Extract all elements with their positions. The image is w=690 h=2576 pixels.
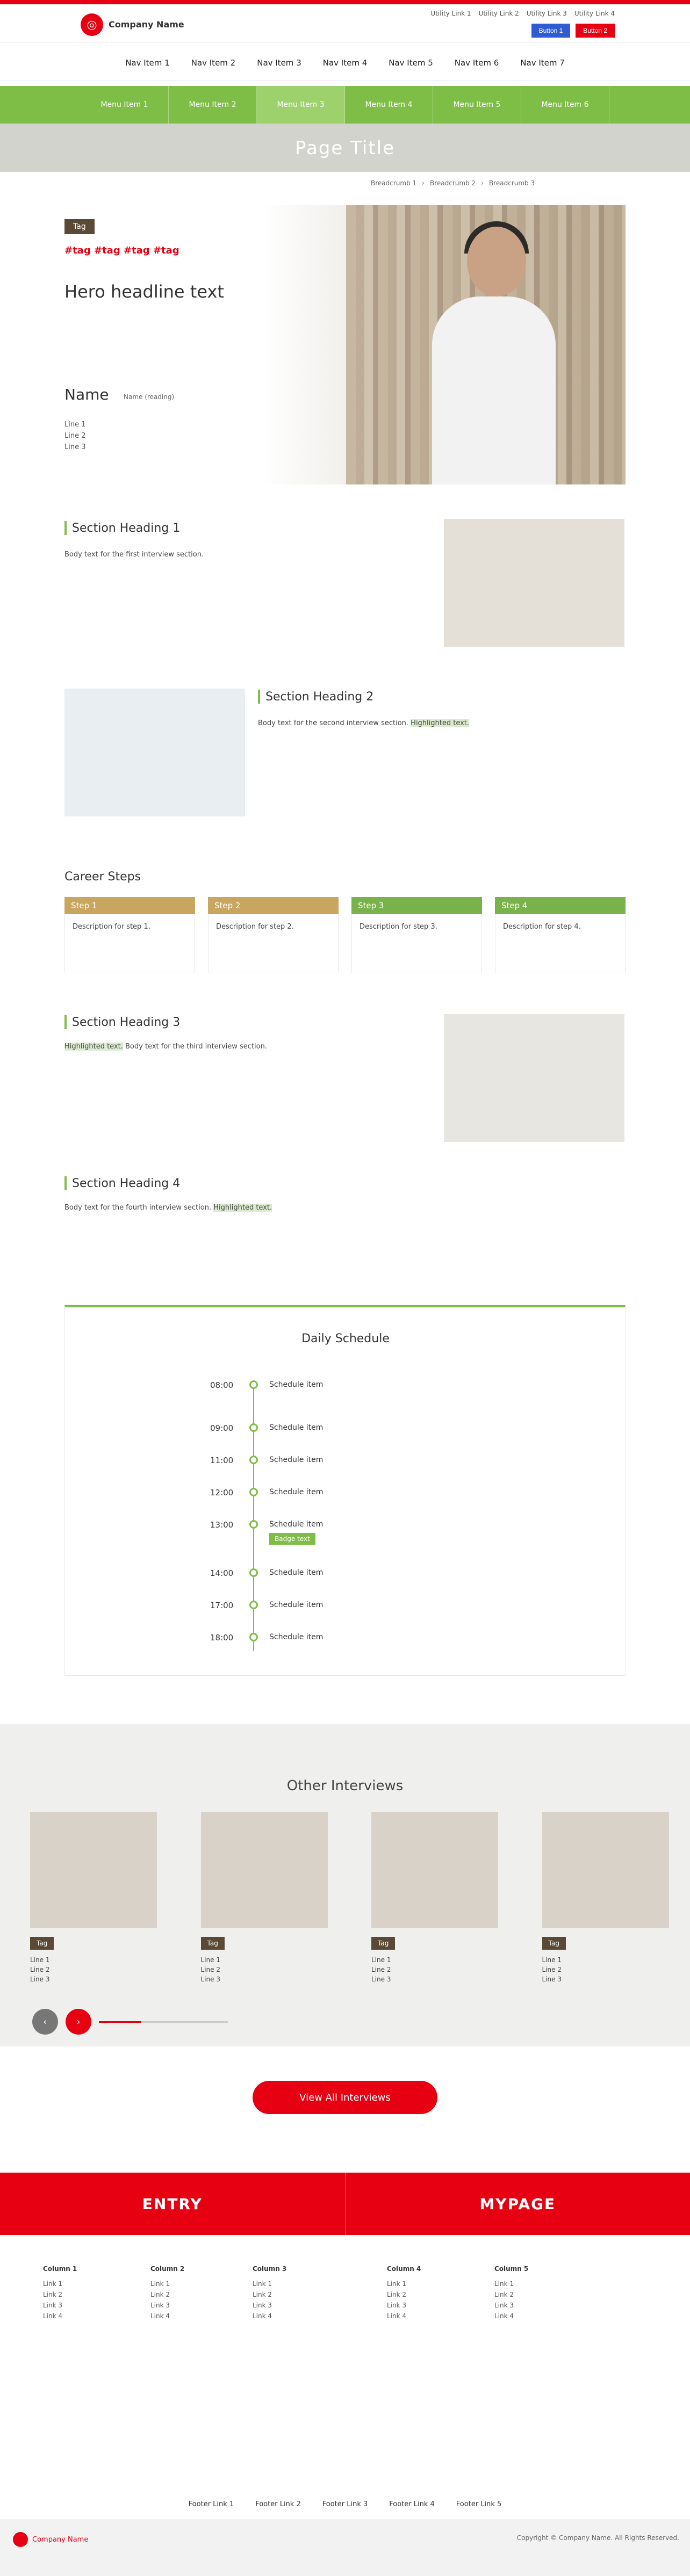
section-2 bbox=[258, 690, 626, 729]
interview-tag: Tag bbox=[30, 1937, 54, 1950]
interview-carousel bbox=[30, 1812, 690, 1983]
timeline-item bbox=[210, 1452, 511, 1474]
sub-nav-item[interactable]: Menu Item 4 bbox=[345, 86, 433, 124]
breadcrumb-item[interactable]: Breadcrumb 1 bbox=[371, 179, 417, 187]
copyright-bar bbox=[0, 2519, 690, 2576]
breadcrumb-separator-icon: › bbox=[422, 179, 425, 187]
interview-meta-line: Line 2 bbox=[542, 1966, 562, 1973]
interview-meta-line: Line 3 bbox=[371, 1976, 391, 1983]
interview-meta bbox=[201, 1955, 349, 1984]
heading-accent-bar bbox=[64, 521, 67, 535]
footer-column-title: Column 4 bbox=[387, 2265, 421, 2273]
section-3-photo bbox=[444, 1014, 624, 1142]
utility-buttons bbox=[531, 24, 615, 38]
carousel-controls bbox=[32, 2009, 228, 2035]
person-shirt bbox=[432, 296, 556, 484]
footer-link[interactable]: Link 4 bbox=[150, 2312, 170, 2320]
footer-link[interactable]: Link 2 bbox=[253, 2291, 272, 2298]
schedule-card bbox=[64, 1305, 626, 1676]
nav-item[interactable]: Nav Item 6 bbox=[454, 58, 499, 68]
schedule-title: Daily Schedule bbox=[301, 1332, 390, 1345]
timeline-time: 13:00 bbox=[210, 1520, 234, 1530]
career-steps bbox=[64, 897, 626, 973]
footer-link[interactable]: Link 1 bbox=[494, 2280, 514, 2288]
timeline-dot-icon bbox=[249, 1423, 258, 1432]
section-heading bbox=[64, 521, 441, 535]
timeline-text: Schedule item bbox=[269, 1380, 324, 1389]
interview-meta-line: Line 3 bbox=[542, 1976, 562, 1983]
heading-accent-bar bbox=[64, 1176, 67, 1190]
timeline-text: Schedule item bbox=[269, 1633, 324, 1641]
info-line: Line 2 bbox=[64, 432, 86, 440]
sub-nav-item-active[interactable]: Menu Item 3 bbox=[257, 86, 345, 124]
interview-meta-line: Line 1 bbox=[542, 1956, 562, 1964]
section-body-text: Body text for the second interview section. bbox=[258, 719, 409, 727]
timeline-dot-icon bbox=[249, 1568, 258, 1577]
timeline-time: 18:00 bbox=[210, 1633, 234, 1642]
breadcrumb bbox=[371, 179, 535, 187]
section-title: Section Heading 2 bbox=[265, 690, 374, 704]
interview-meta-line: Line 2 bbox=[371, 1966, 391, 1973]
section-body bbox=[64, 1041, 441, 1053]
section-body-text: Body text for the fourth interview section. bbox=[64, 1204, 212, 1212]
timeline-dot-icon bbox=[249, 1601, 258, 1609]
timeline-time: 17:00 bbox=[210, 1601, 234, 1610]
timeline-dot-icon bbox=[249, 1520, 258, 1529]
interview-meta-line: Line 1 bbox=[200, 1956, 220, 1964]
interview-meta-line: Line 1 bbox=[30, 1956, 50, 1964]
timeline-dot-icon bbox=[249, 1456, 258, 1464]
section-title: Section Heading 3 bbox=[72, 1015, 181, 1029]
footer-bottom-link[interactable]: Footer Link 4 bbox=[389, 2500, 435, 2508]
nav-item[interactable]: Nav Item 7 bbox=[520, 58, 565, 68]
career-title: Career Steps bbox=[64, 870, 141, 884]
footer-column bbox=[253, 2263, 286, 2321]
header bbox=[0, 4, 690, 43]
footer-link[interactable]: Link 3 bbox=[494, 2302, 514, 2309]
timeline-dot-icon bbox=[249, 1633, 258, 1641]
footer-link[interactable]: Link 3 bbox=[253, 2302, 272, 2309]
footer-column-title: Column 2 bbox=[150, 2265, 185, 2273]
footer-column bbox=[150, 2263, 184, 2321]
timeline-text: Schedule item bbox=[269, 1456, 324, 1464]
footer-link[interactable]: Link 4 bbox=[253, 2312, 272, 2320]
sub-nav-item[interactable]: Menu Item 1 bbox=[81, 86, 169, 124]
interview-photo bbox=[30, 1812, 157, 1928]
timeline-item bbox=[210, 1517, 511, 1554]
interview-meta bbox=[542, 1955, 690, 1984]
footer-link[interactable]: Link 1 bbox=[43, 2280, 63, 2288]
footer-bottom-links bbox=[0, 2493, 690, 2515]
timeline-text: Schedule item bbox=[269, 1488, 324, 1496]
utility-link-1[interactable]: Utility Link 1 bbox=[430, 10, 471, 17]
carousel-prev-button[interactable]: ‹ bbox=[32, 2009, 58, 2035]
interview-meta-line: Line 3 bbox=[200, 1976, 220, 1983]
person-photo bbox=[427, 216, 561, 484]
footer-bottom-link[interactable]: Footer Link 1 bbox=[188, 2500, 234, 2508]
footer-link[interactable]: Link 4 bbox=[494, 2312, 514, 2320]
timeline-time: 12:00 bbox=[210, 1488, 234, 1497]
timeline-item bbox=[210, 1377, 511, 1399]
interview-card[interactable] bbox=[542, 1812, 690, 1983]
sub-nav-items bbox=[81, 86, 609, 124]
timeline-badge: Badge text bbox=[269, 1533, 315, 1545]
company-logo[interactable] bbox=[81, 11, 210, 39]
section-2-photo bbox=[64, 689, 245, 816]
person-name-kana: Name (reading) bbox=[124, 393, 175, 401]
section-highlight: Highlighted text. bbox=[411, 719, 470, 727]
career-step bbox=[351, 897, 482, 973]
sub-nav-item[interactable]: Menu Item 6 bbox=[521, 86, 609, 124]
footer-link[interactable]: Link 2 bbox=[494, 2291, 514, 2298]
career-step-label: Step 1 bbox=[64, 897, 195, 914]
section-heading bbox=[64, 1015, 441, 1029]
mypage-button[interactable]: Button 1 bbox=[531, 24, 571, 38]
nav-item[interactable]: Nav Item 2 bbox=[191, 58, 236, 68]
footer-link[interactable]: Link 2 bbox=[150, 2291, 170, 2298]
entry-mypage-bar bbox=[0, 2173, 690, 2235]
footer-column bbox=[387, 2263, 421, 2321]
footer-link[interactable]: Link 1 bbox=[150, 2280, 170, 2288]
logo-mark-icon: ◎ bbox=[81, 13, 103, 36]
timeline-text: Schedule item bbox=[269, 1520, 324, 1529]
timeline-item bbox=[210, 1597, 511, 1619]
career-step-body: Description for step 4. bbox=[495, 914, 626, 973]
interview-tag: Tag bbox=[371, 1937, 395, 1950]
footer-link[interactable]: Link 3 bbox=[387, 2302, 407, 2309]
interview-meta bbox=[371, 1955, 520, 1984]
timeline-item bbox=[210, 1565, 511, 1587]
interview-card[interactable] bbox=[371, 1812, 520, 1983]
timeline-time: 09:00 bbox=[210, 1423, 234, 1433]
section-highlight: Highlighted text. bbox=[213, 1204, 272, 1212]
other-interviews-title: Other Interviews bbox=[286, 1778, 404, 1794]
interview-meta-line: Line 3 bbox=[30, 1976, 50, 1983]
utility-links bbox=[430, 10, 615, 17]
section-title: Section Heading 1 bbox=[72, 521, 181, 535]
footer-column-title: Column 1 bbox=[43, 2265, 77, 2273]
footer-logo-text: Company Name bbox=[32, 2535, 89, 2544]
page-title: Page Title bbox=[295, 138, 395, 159]
heading-accent-bar bbox=[64, 1015, 67, 1029]
entry-button[interactable]: Button 2 bbox=[576, 24, 615, 38]
all-interviews-button[interactable]: View All Interviews bbox=[253, 2081, 437, 2114]
copyright-text: Copyright © Company Name. All Rights Reserved. bbox=[516, 2534, 679, 2542]
mypage-link[interactable]: MYPAGE bbox=[479, 2195, 556, 2213]
section-body bbox=[258, 718, 626, 729]
utility-link-4[interactable]: Utility Link 4 bbox=[574, 10, 615, 17]
section-4 bbox=[64, 1176, 626, 1214]
breadcrumb-item[interactable]: Breadcrumb 2 bbox=[429, 179, 476, 187]
footer-bottom-link[interactable]: Footer Link 2 bbox=[255, 2500, 301, 2508]
footer-logo[interactable] bbox=[13, 2532, 88, 2547]
carousel-progress bbox=[99, 2021, 228, 2023]
info-line: Line 1 bbox=[64, 421, 86, 429]
career-step-label: Step 4 bbox=[495, 897, 626, 914]
entry-link[interactable]: ENTRY bbox=[142, 2195, 203, 2213]
hero-tags: #tag #tag #tag #tag bbox=[64, 245, 179, 256]
person-info bbox=[64, 419, 86, 453]
interview-photo bbox=[201, 1812, 328, 1928]
footer-link[interactable]: Link 2 bbox=[43, 2291, 63, 2298]
interview-photo bbox=[542, 1812, 669, 1928]
utility-link-3[interactable]: Utility Link 3 bbox=[526, 10, 567, 17]
section-body: Body text for the first interview section. bbox=[64, 551, 204, 559]
global-nav bbox=[0, 46, 690, 81]
footer-column bbox=[494, 2263, 528, 2321]
nav-item[interactable]: Nav Item 3 bbox=[257, 58, 301, 68]
sub-nav-item[interactable]: Menu Item 5 bbox=[433, 86, 521, 124]
section-1 bbox=[64, 521, 441, 561]
footer-link[interactable]: Link 1 bbox=[253, 2280, 272, 2288]
section-heading bbox=[258, 690, 626, 704]
career-step-body: Description for step 2. bbox=[208, 914, 339, 973]
sub-nav-item[interactable]: Menu Item 2 bbox=[169, 86, 257, 124]
sub-nav bbox=[0, 86, 690, 124]
section-body-text: Body text for the third interview section. bbox=[125, 1043, 267, 1051]
career-step-label: Step 2 bbox=[208, 897, 339, 914]
interview-meta-line: Line 2 bbox=[30, 1966, 50, 1973]
career-step-label: Step 3 bbox=[351, 897, 482, 914]
interview-tag: Tag bbox=[201, 1937, 225, 1950]
carousel-progress-fill bbox=[99, 2021, 141, 2023]
hero-headline: Hero headline text bbox=[64, 281, 224, 302]
footer-bottom-link[interactable]: Footer Link 3 bbox=[322, 2500, 368, 2508]
career-step-body: Description for step 1. bbox=[64, 914, 195, 973]
timeline-text: Schedule item bbox=[269, 1568, 324, 1577]
footer-link[interactable]: Link 2 bbox=[387, 2291, 407, 2298]
person-name: Name bbox=[64, 386, 109, 403]
section-body bbox=[64, 1202, 626, 1214]
breadcrumb-item-current: Breadcrumb 3 bbox=[488, 179, 535, 187]
timeline-item bbox=[210, 1485, 511, 1506]
timeline-item bbox=[210, 1630, 511, 1651]
interview-meta bbox=[30, 1955, 178, 1984]
info-line: Line 3 bbox=[64, 443, 86, 451]
footer-link[interactable]: Link 4 bbox=[387, 2312, 407, 2320]
footer-link[interactable]: Link 4 bbox=[43, 2312, 63, 2320]
timeline bbox=[210, 1377, 511, 1656]
interview-meta-line: Line 1 bbox=[371, 1956, 391, 1964]
other-interviews bbox=[0, 1724, 690, 2046]
interview-meta-line: Line 2 bbox=[200, 1966, 220, 1973]
footer-bottom-link[interactable]: Footer Link 5 bbox=[456, 2500, 502, 2508]
breadcrumb-separator-icon: › bbox=[481, 179, 484, 187]
nav-item[interactable]: Nav Item 4 bbox=[322, 58, 368, 68]
section-heading bbox=[64, 1176, 626, 1190]
page-title-bar bbox=[0, 124, 690, 172]
interview-card[interactable] bbox=[200, 1812, 349, 1983]
footer bbox=[0, 2235, 690, 2488]
timeline-item bbox=[210, 1420, 511, 1442]
logo-mark-icon bbox=[13, 2532, 28, 2547]
footer-column bbox=[43, 2263, 77, 2321]
career-step-body: Description for step 3. bbox=[351, 914, 482, 973]
timeline-time: 08:00 bbox=[210, 1380, 234, 1390]
utility-link-2[interactable]: Utility Link 2 bbox=[478, 10, 519, 17]
carousel-next-button[interactable]: › bbox=[66, 2009, 91, 2035]
footer-column-title: Column 3 bbox=[253, 2265, 287, 2273]
footer-link[interactable]: Link 1 bbox=[387, 2280, 407, 2288]
timeline-dot-icon bbox=[249, 1488, 258, 1496]
person-face bbox=[467, 227, 526, 296]
section-1-photo bbox=[444, 519, 624, 647]
top-red-strip bbox=[0, 0, 690, 4]
section-highlight: Highlighted text. bbox=[64, 1043, 123, 1051]
timeline-time: 14:00 bbox=[210, 1568, 234, 1578]
heading-accent-bar bbox=[258, 690, 260, 704]
timeline-text: Schedule item bbox=[269, 1601, 324, 1609]
nav-item[interactable]: Nav Item 5 bbox=[389, 58, 433, 68]
dept-tag: Tag bbox=[64, 219, 95, 234]
footer-column-title: Column 5 bbox=[494, 2265, 529, 2273]
timeline-text: Schedule item bbox=[269, 1423, 324, 1432]
interview-photo bbox=[371, 1812, 498, 1928]
career-step bbox=[208, 897, 339, 973]
section-3 bbox=[64, 1015, 441, 1053]
logo-text: Company Name bbox=[109, 19, 184, 30]
timeline-dot-icon bbox=[249, 1380, 258, 1389]
footer-link[interactable]: Link 3 bbox=[43, 2302, 63, 2309]
section-title: Section Heading 4 bbox=[72, 1176, 181, 1190]
interview-tag: Tag bbox=[542, 1937, 566, 1950]
footer-link[interactable]: Link 3 bbox=[150, 2302, 170, 2309]
career-step bbox=[64, 897, 195, 973]
nav-item[interactable]: Nav Item 1 bbox=[125, 58, 170, 68]
career-step bbox=[495, 897, 626, 973]
timeline-time: 11:00 bbox=[210, 1456, 234, 1465]
interview-card[interactable] bbox=[30, 1812, 178, 1983]
